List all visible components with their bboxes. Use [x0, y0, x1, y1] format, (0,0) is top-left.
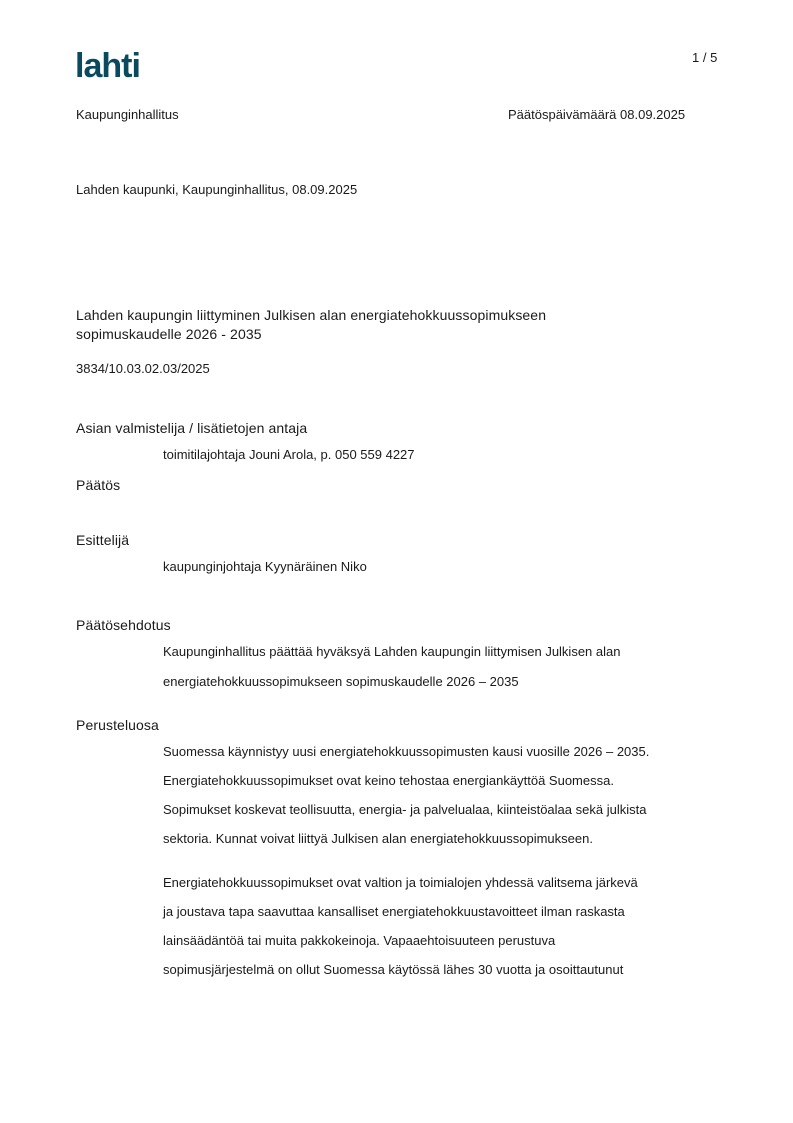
organ-name: Kaupunginhallitus — [76, 107, 179, 122]
presenter-value: kaupunginjohtaja Kyynäräinen Niko — [163, 559, 367, 574]
preparer-heading: Asian valmistelija / lisätietojen antaja — [76, 420, 308, 436]
rationale-p2-line-4: sopimusjärjestelmä on ollut Suomessa käytössä lähes 30 vuotta ja osoittautunut — [163, 962, 624, 977]
rationale-p1-line-1: Suomessa käynnistyy uusi energiatehokkuussopimusten kausi vuosille 2026 – 2035. — [163, 744, 650, 759]
document-title-line1: Lahden kaupungin liittyminen Julkisen alan energiatehokkuussopimukseen — [76, 307, 547, 323]
decision-date: Päätöspäivämäärä 08.09.2025 — [508, 107, 686, 122]
lahti-logo — [75, 46, 167, 87]
rationale-heading: Perusteluosa — [76, 717, 159, 733]
rationale-p1-line-3: Sopimukset koskevat teollisuutta, energia- ja palvelualaa, kiinteistöalaa sekä julkista — [163, 802, 647, 817]
page-number: 1 / 5 — [692, 50, 718, 65]
decision-heading: Päätös — [76, 477, 121, 493]
rationale-p2-line-3: lainsäädäntöä tai muita pakkokeinoja. Vapaaehtoisuuteen perustuva — [163, 933, 556, 948]
reference-line: Lahden kaupunki, Kaupunginhallitus, 08.09.2025 — [76, 182, 358, 197]
preparer-value: toimitilajohtaja Jouni Arola, p. 050 559 4227 — [163, 447, 415, 462]
rationale-p1-line-2: Energiatehokkuussopimukset ovat keino tehostaa energiankäyttöä Suomessa. — [163, 773, 614, 788]
proposal-heading: Päätösehdotus — [76, 617, 171, 633]
lahti-logo-mark — [75, 46, 167, 82]
rationale-p2-line-2: ja joustava tapa saavuttaa kansalliset energiatehokkuustavoitteet ilman raskasta — [163, 904, 625, 919]
rationale-p1-line-4: sektoria. Kunnat voivat liittyä Julkisen alan energiatehokkuussopimukseen. — [163, 831, 593, 846]
document-title-line2: sopimuskaudelle 2026 - 2035 — [76, 326, 262, 342]
proposal-line-1: Kaupunginhallitus päättää hyväksyä Lahden kaupungin liittymisen Julkisen alan — [163, 644, 621, 659]
case-number: 3834/10.03.02.03/2025 — [76, 361, 210, 376]
proposal-line-2: energiatehokkuussopimukseen sopimuskaudelle 2026 – 2035 — [163, 674, 519, 689]
rationale-p2-line-1: Energiatehokkuussopimukset ovat valtion ja toimialojen yhdessä valitsema järkevä — [163, 875, 638, 890]
svg-text:lahti: lahti — [75, 47, 140, 82]
presenter-heading: Esittelijä — [76, 532, 130, 548]
